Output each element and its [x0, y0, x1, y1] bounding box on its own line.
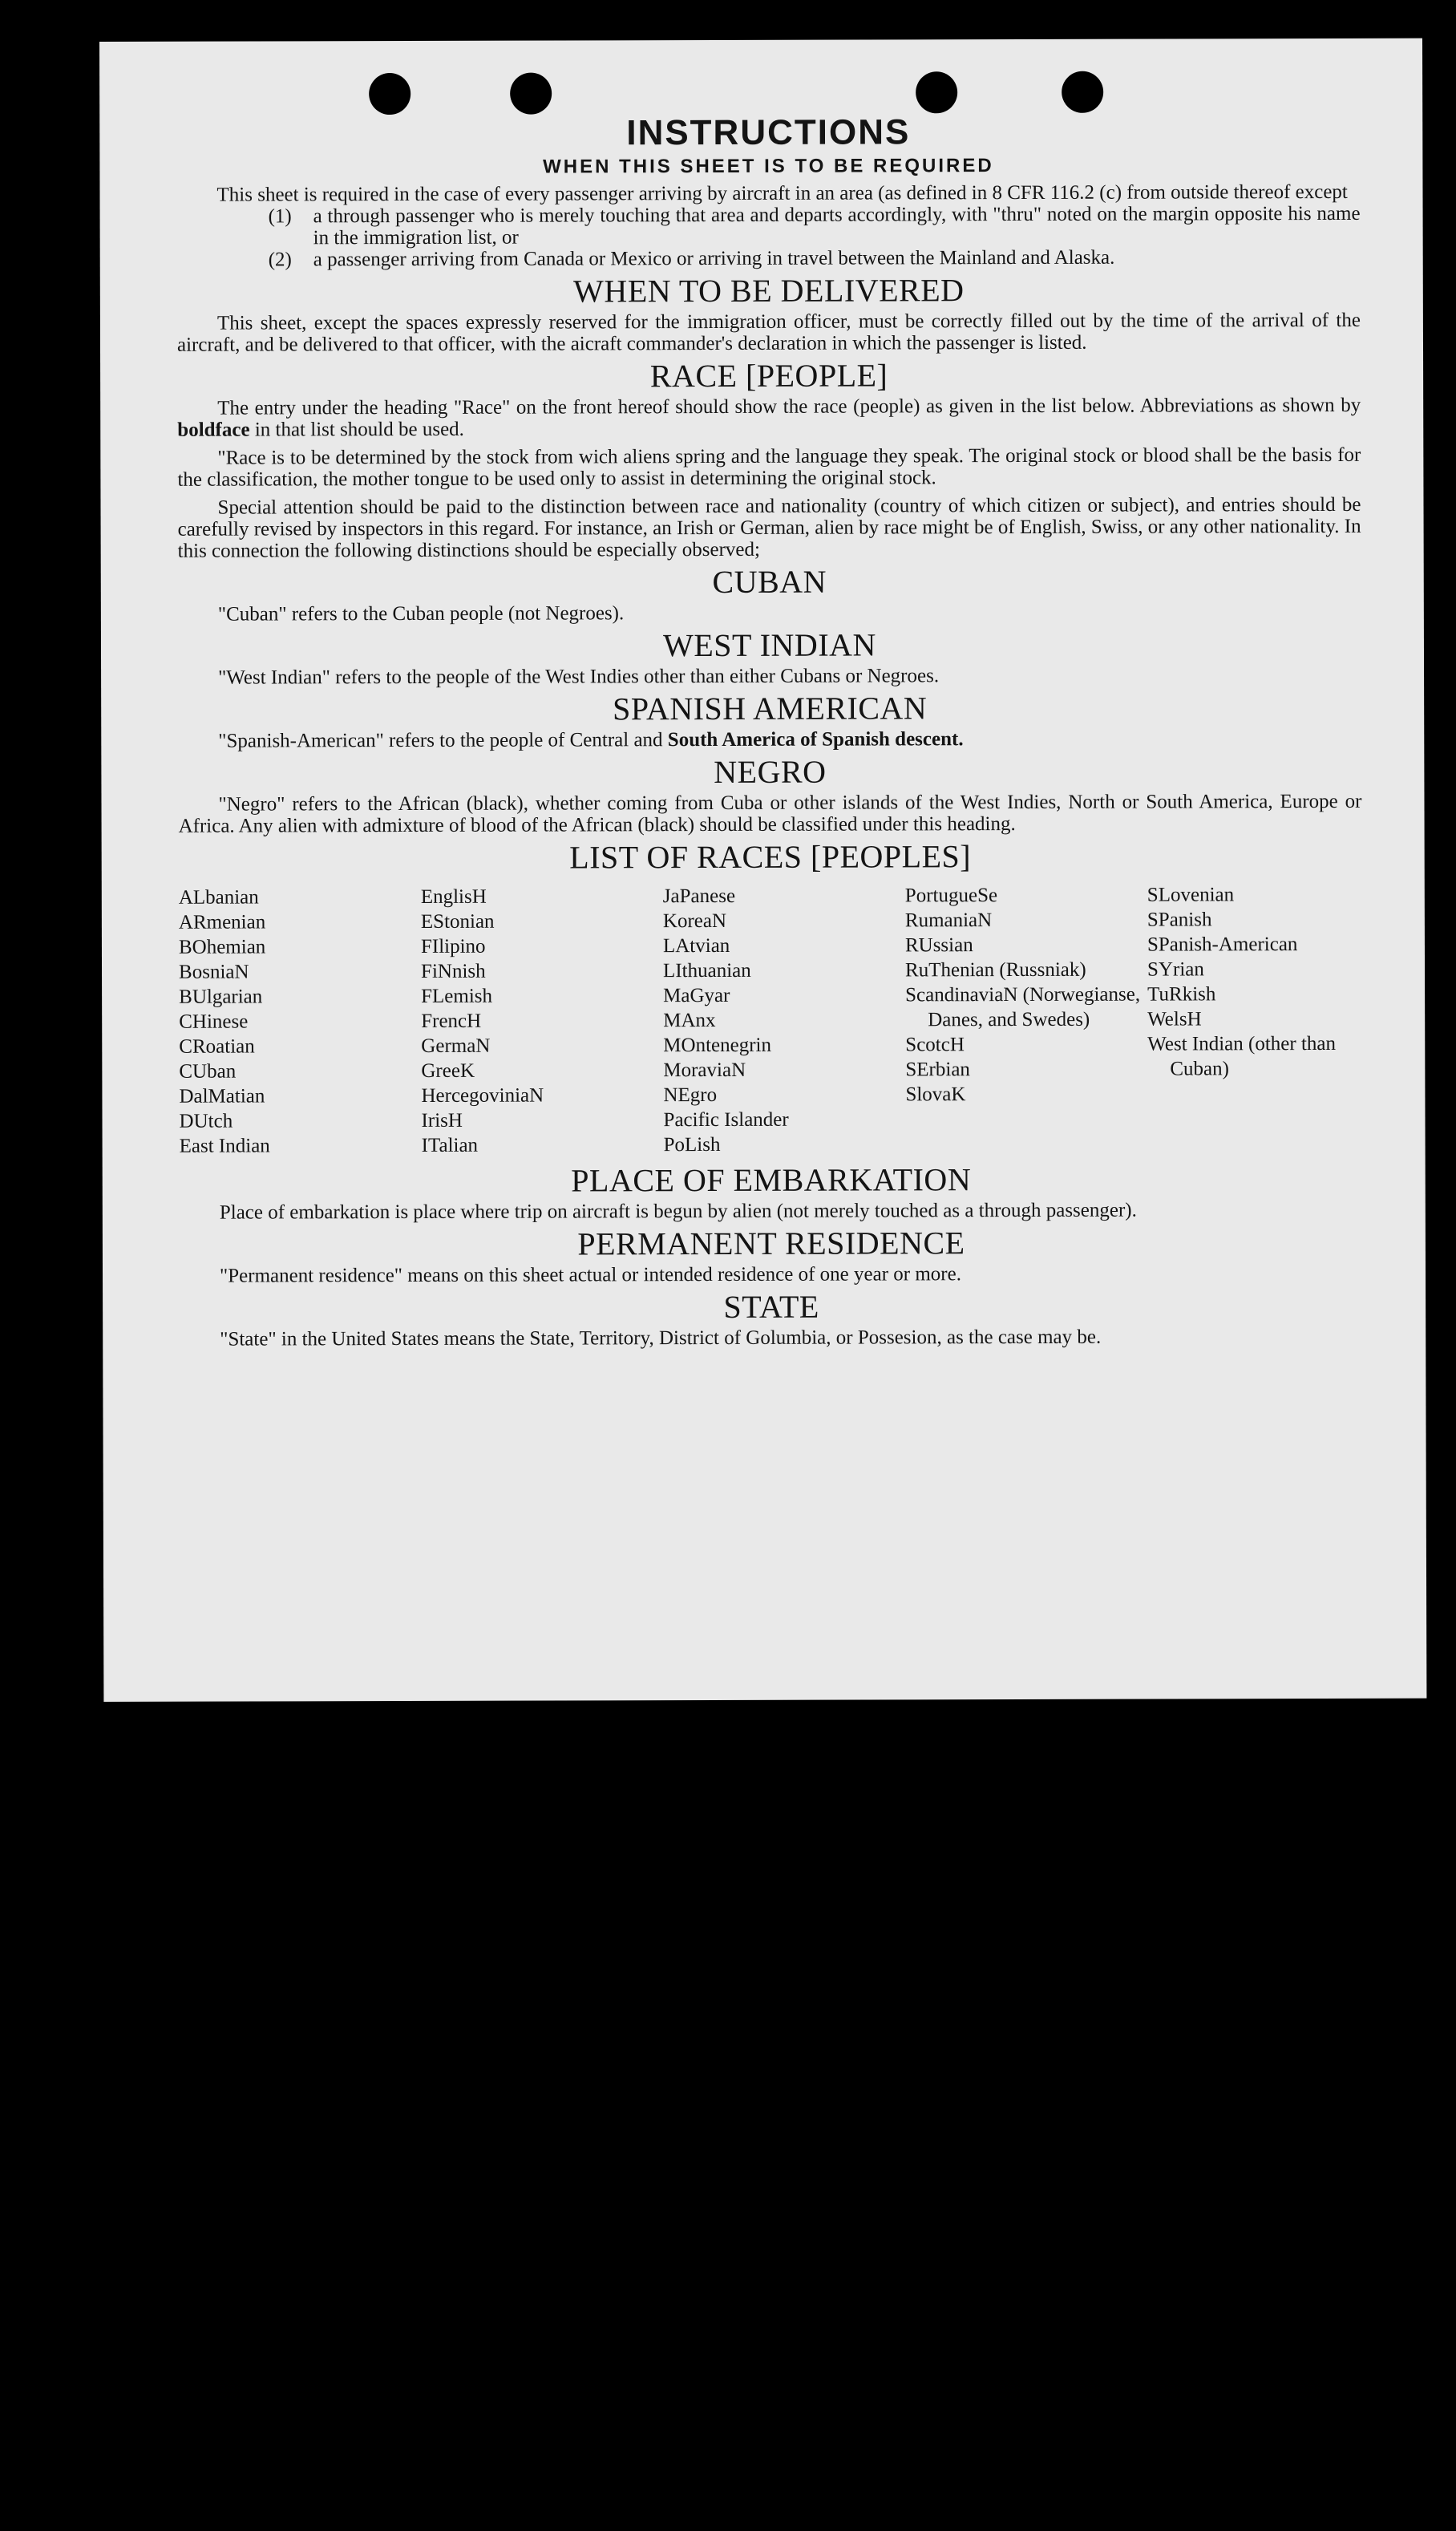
exception-item	[177, 203, 1361, 249]
race-item: BosniaN	[179, 961, 249, 984]
races-column	[179, 885, 422, 1159]
race-item: FrencH	[421, 1010, 482, 1033]
race-item: SlovaK	[905, 1083, 966, 1106]
race-item: KoreaN	[662, 910, 727, 933]
race-item: RUssian	[904, 934, 973, 957]
race-p1-start: The entry under the heading "Race" on the front hereof should show the race (people) as given in the list below. Abbreviations as shown by	[217, 395, 1361, 420]
embarkation-paragraph: Place of embarkation is place where trip on aircraft is begun by alien (not merely touched as a through passenger).	[219, 1200, 1137, 1225]
races-list-heading: LIST OF RACES [PEOPLES]	[569, 838, 972, 876]
races-column	[1147, 882, 1389, 1156]
race-item: TuRkish	[1147, 983, 1216, 1006]
instruction-sheet	[99, 38, 1426, 1702]
races-column	[421, 885, 664, 1159]
punch-hole	[369, 73, 411, 115]
spanish-american-text: "Spanish-American" refers to the people of Central and	[218, 729, 668, 753]
race-paragraph-2: "Race is to be determined by the stock from wich aliens spring and the language they speak. The original stock or blood shall be the basis for the classification, the mother tongue to be used only to assist in determining the original stock.	[177, 444, 1361, 492]
race-paragraph-1	[177, 395, 1361, 441]
spanish-american-paragraph	[178, 727, 1361, 752]
race-item: GermaN	[421, 1035, 491, 1058]
race-heading: RACE [PEOPLE]	[649, 357, 888, 395]
punch-hole	[916, 71, 957, 113]
race-item: SErbian	[905, 1059, 970, 1081]
race-item: BOhemian	[178, 936, 266, 959]
page-title: INSTRUCTIONS	[626, 112, 911, 153]
race-item: EStonian	[420, 911, 495, 933]
race-item: RumaniaN	[904, 909, 993, 932]
race-item: ScandinaviaN (Norwegianse, Danes, and Swedes)	[905, 983, 1141, 1031]
race-item: NEgro	[663, 1084, 718, 1107]
race-item: MOntenegrin	[663, 1035, 772, 1057]
spanish-american-bold: South America of Spanish descent.	[667, 728, 964, 751]
west-indian-heading: WEST INDIAN	[662, 626, 876, 664]
state-paragraph: "State" in the United States means the State, Territory, District of Golumbia, or Possesion, as the case may be.	[220, 1326, 1102, 1351]
punch-hole	[510, 73, 552, 115]
race-item: Pacific Islander	[663, 1109, 789, 1132]
race-item: GreeK	[421, 1060, 475, 1083]
race-item: MaGyar	[663, 985, 730, 1007]
race-p1-bold: boldface	[177, 419, 250, 442]
residence-paragraph: "Permanent residence" means on this sheet actual or intended residence of one year or more.	[219, 1263, 961, 1288]
race-item: LIthuanian	[663, 960, 751, 982]
race-item: LAtvian	[662, 935, 730, 958]
races-list	[179, 882, 1363, 1159]
residence-heading: PERMANENT RESIDENCE	[577, 1225, 965, 1262]
intro-paragraph: This sheet is required in the case of every passenger arriving by aircraft in an area (as defined in 8 CFR 116.2 (c) from outside thereof except	[216, 181, 1348, 207]
race-item: EnglisH	[420, 886, 487, 909]
west-indian-paragraph: "West Indian" refers to the people of the West Indies other than either Cubans or Negroes.	[218, 665, 940, 690]
race-item: ITalian	[421, 1135, 479, 1157]
exception-number: (1)	[268, 205, 292, 228]
race-item: WelsH	[1147, 1008, 1202, 1031]
race-item: BUlgarian	[179, 986, 263, 1009]
exception-item	[177, 246, 1361, 271]
race-item: HercegoviniaN	[421, 1084, 544, 1108]
race-item: CRoatian	[179, 1035, 255, 1059]
punch-hole	[1062, 71, 1103, 113]
races-column	[663, 884, 906, 1158]
race-item: DUtch	[179, 1110, 233, 1133]
race-item: FLemish	[421, 986, 493, 1008]
race-item: MAnx	[663, 1010, 716, 1032]
race-item: SPanish-American	[1147, 933, 1298, 956]
race-item: DalMatian	[179, 1085, 265, 1108]
race-item: PoLish	[663, 1134, 721, 1156]
race-item: SLovenian	[1147, 884, 1235, 906]
race-item: West Indian (other than Cuban)	[1147, 1033, 1337, 1080]
page-subtitle: WHEN THIS SHEET IS TO BE REQUIRED	[543, 155, 994, 178]
embarkation-heading: PLACE OF EMBARKATION	[571, 1161, 972, 1199]
negro-heading: NEGRO	[714, 754, 827, 791]
race-item: ARmenian	[178, 911, 266, 934]
race-item: ALbanian	[178, 886, 259, 909]
race-item: FiNnish	[421, 961, 486, 983]
race-item: CHinese	[179, 1010, 249, 1034]
race-item: SPanish	[1147, 909, 1212, 931]
exception-text: a passenger arriving from Canada or Mexico or arriving in travel between the Mainland and Alaska.	[313, 247, 1115, 271]
race-item: PortugueSe	[904, 885, 998, 907]
races-column	[905, 883, 1148, 1157]
spanish-american-heading: SPANISH AMERICAN	[613, 690, 928, 727]
race-p1-end: in that list should be used.	[249, 419, 464, 441]
exception-number: (2)	[268, 249, 292, 271]
state-heading: STATE	[723, 1289, 819, 1326]
race-item: CUban	[179, 1060, 237, 1083]
delivered-paragraph: This sheet, except the spaces expressly reserved for the immigration officer, must be correctly filled out by the time of the arrival of the aircraft, and be delivered to that officer, with the aicraft commander's declaration in which the passenger is listed.	[176, 310, 1361, 357]
race-item: IrisH	[421, 1110, 463, 1132]
race-item: JaPanese	[662, 885, 736, 908]
negro-paragraph: "Negro" refers to the African (black), whether coming from Cuba or other islands of the West Indies, North or South America, Europe or Africa. Any alien with admixture of blood of the African (black) should be classified under this heading.	[178, 791, 1362, 838]
cuban-heading: CUBAN	[712, 564, 827, 601]
race-item: MoraviaN	[663, 1059, 746, 1082]
exception-text: a through passenger who is merely touching that area and departs accordingly, with "thru" noted on the margin opposite his name in the immigration list, or	[313, 203, 1361, 249]
race-item: FIlipino	[420, 936, 486, 958]
race-item: SYrian	[1147, 958, 1204, 981]
race-item: RuThenian (Russniak)	[905, 959, 1086, 982]
race-paragraph-3: Special attention should be paid to the distinction between race and nationality (country of which citizen or subject), and entries should be carefully revised by inspectors in this regard. For instance, an Irish or German, alien by race might be of English, Swiss, or any other nationality. In this connection the following distinctions should be especially observed;	[177, 494, 1361, 563]
delivered-heading: WHEN TO BE DELIVERED	[573, 272, 965, 310]
race-item: ScotcH	[905, 1034, 965, 1056]
cuban-paragraph: "Cuban" refers to the Cuban people (not Negroes).	[217, 602, 625, 626]
race-item: East Indian	[179, 1135, 270, 1158]
